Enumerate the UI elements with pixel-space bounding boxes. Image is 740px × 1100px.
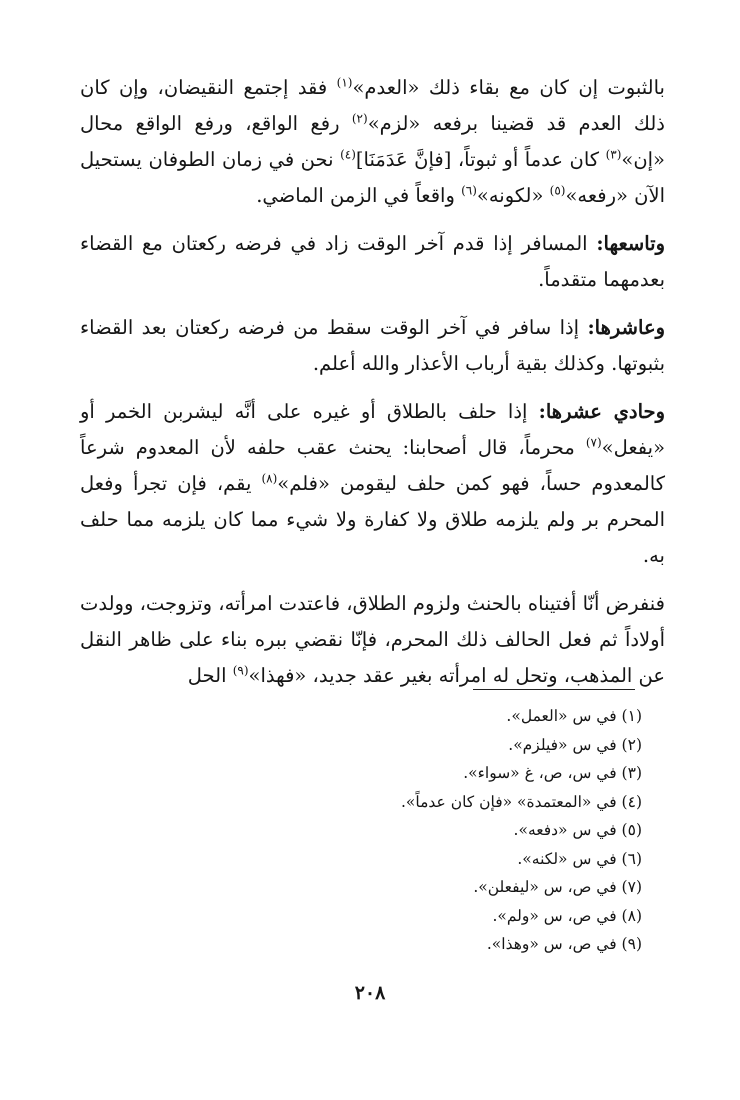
footnote-2: (٢) في س «فيلزم». bbox=[508, 735, 642, 754]
footnote-3: (٣) في س، ص، غ «سواء». bbox=[463, 764, 642, 782]
footnote-ref: (٧) bbox=[585, 435, 602, 450]
footnote-9: (٩) في ص، س «وهذا». bbox=[486, 935, 642, 953]
footnotes bbox=[262, 702, 642, 959]
main-text bbox=[80, 70, 665, 706]
footnote-8: (٨) في ص، س «ولم». bbox=[492, 906, 642, 925]
paragraph-1 bbox=[80, 70, 665, 214]
paragraph-2-heading: وتاسعها: bbox=[596, 232, 666, 255]
paragraph-1-text: بالثبوت إن كان مع بقاء ذلك «العدم»$^{(١)}$ فقد إجتمع النقيضان، وإن كان ذلك العدم قد قضينا برفعه «لزم»$^{(٢)}$ رفع الواقع، ورفع الواقع محال «إن»$^{(٣)}$ كان عدماً أو ثبوتاً، [فإنَّ عَدَمَنَا]$^{(٤)}$ نحن في زمان الطوفان يستحيل الآن «رفعه»$^{(٥)}$ «لكونه»$^{(٦)}$ واقعاً في الزمن الماضي. bbox=[80, 75, 665, 207]
footnote-ref: (٥) bbox=[549, 183, 566, 198]
footnote-ref: (٣) bbox=[605, 147, 622, 162]
paragraph-2-text: المسافر إذا قدم آخر الوقت زاد في فرضه ركعتان مع القضاء بعدمهما متقدماً. bbox=[80, 232, 665, 291]
paragraph-3-heading: وعاشرها: bbox=[587, 316, 665, 339]
paragraph-4-heading: وحادي عشرها: bbox=[538, 400, 665, 423]
paragraph-2 bbox=[80, 226, 665, 298]
paragraph-4 bbox=[80, 394, 665, 574]
footnote-divider bbox=[473, 689, 635, 690]
footnote-ref: (٩) bbox=[232, 663, 249, 678]
footnote-ref: (٢) bbox=[351, 111, 368, 126]
paragraph-4-text: إذا حلف بالطلاق أو غيره على أنَّه ليشربن الخمر أو «يفعل»$^{(٧)}$ محرماً، قال أصحابنا: يحنث عقب حلفه لأن المعدوم شرعاً كالمعدوم حساً، فهو كمن حلف ليقومن «فلم»$^{(٨)}$ يقم، فإن تجرأ وفعل المحرم بر ولم يلزمه طلاق ولا كفارة ولا شيء مما كان يلزمه مما حلف به. bbox=[80, 400, 665, 567]
footnote-5: (٥) في س «دفعه». bbox=[513, 821, 642, 839]
paragraph-3 bbox=[80, 310, 665, 382]
footnote-ref: (٦) bbox=[461, 183, 477, 198]
paragraph-3-text: إذا سافر في آخر الوقت سقط من فرضه ركعتان بعد القضاء بثبوتها. وكذلك بقية أرباب الأعذار والله أعلم. bbox=[80, 316, 665, 375]
footnote-4: (٤) في «المعتمدة» «فإن كان عدماً». bbox=[400, 792, 642, 811]
footnote-ref: (٤) bbox=[340, 147, 356, 162]
footnote-ref: (١) bbox=[336, 75, 353, 90]
footnote-ref: (٨) bbox=[261, 471, 278, 486]
paragraph-5-text: فنفرض أنّا أفتيناه بالحنث ولزوم الطلاق، فاعتدت امرأته، وتزوجت، وولدت أولاداً ثم فعل الحالف ذلك المحرم، فإنّا نقضي ببره بناء على ظاهر النقل عن المذهب، وتحل له امرأته بغير عقد جديد، «فهذا»$^{(٩)}$ الحل bbox=[80, 592, 665, 687]
page-number: ٢٠٨ bbox=[354, 982, 386, 1004]
footnote-6: (٦) في س «لكنه». bbox=[517, 849, 642, 868]
footnote-7: (٧) في ص، س «ليفعلن». bbox=[473, 878, 642, 896]
footnote-1: (١) في س «العمل». bbox=[506, 707, 642, 725]
paragraph-5 bbox=[80, 586, 665, 694]
